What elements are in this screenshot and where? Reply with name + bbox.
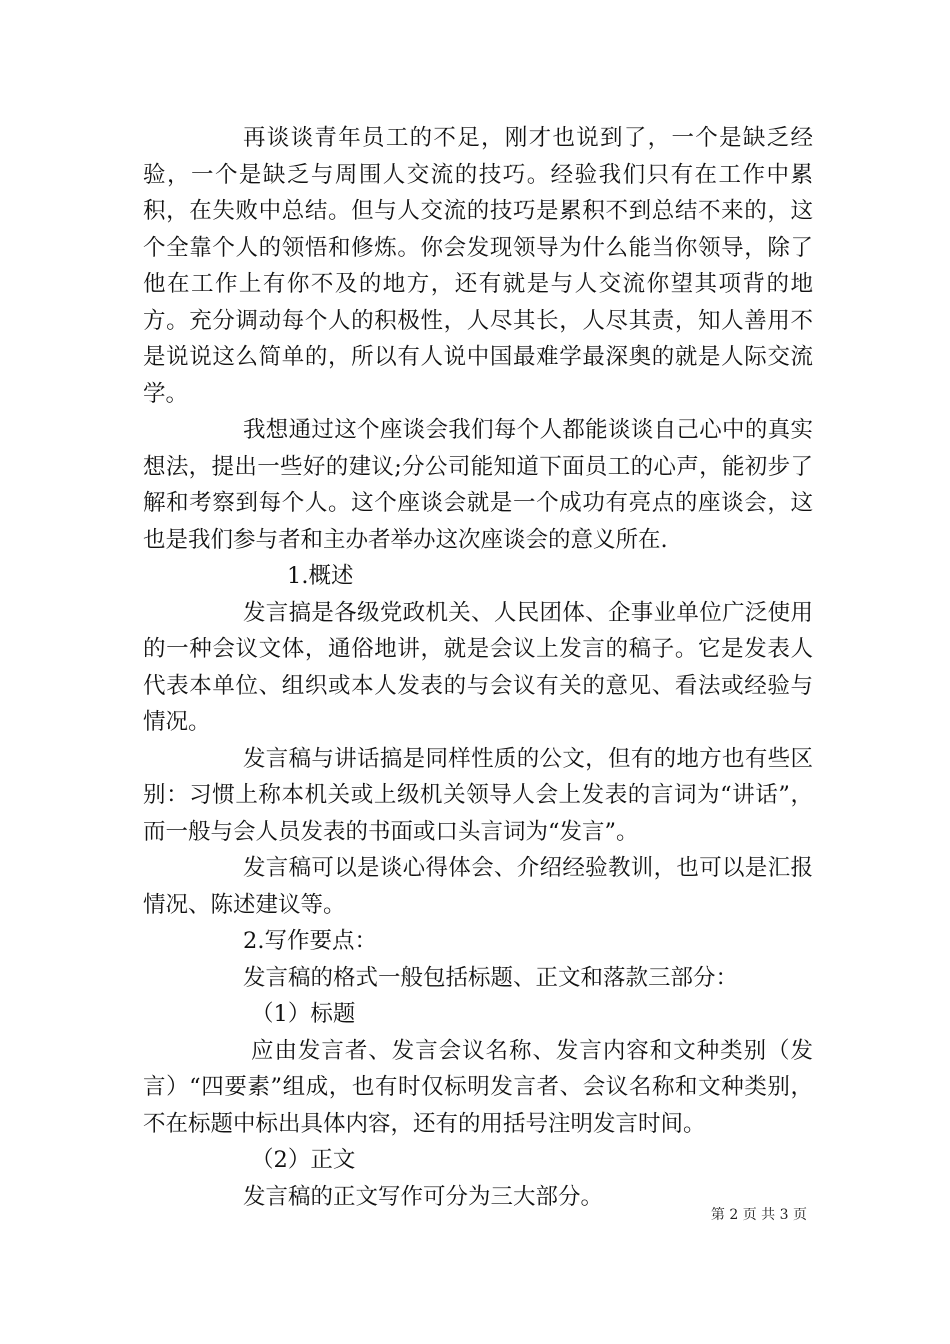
paragraph-title-rules: 应由发言者、发言会议名称、发言内容和文种类别（发言）“四要素”组成，也有时仅标明发言者、会议名称和文种类别，不在标题中标出具体内容，还有的用括号注明发言时间。: [143, 1037, 813, 1137]
paragraph-format-intro: 发言稿的格式一般包括标题、正文和落款三部分：: [243, 964, 739, 991]
heading-overview: 1.概述: [287, 563, 354, 589]
paragraph-shortcomings: 再谈谈青年员工的不足，刚才也说到了，一个是缺乏经验，一个是缺乏与周围人交流的技巧。经验我们只有在工作中累积，在失败中总结。但与人交流的技巧是累积不到总结不来的，这个全靠个人的领悟和修炼。你会发现领导为什么能当你领导，除了他在工作上有你不及的地方，还有就是与人交流你望其项背的地方。充分调动每个人的积极性，人尽其长，人尽其责，知人善用不是说说这么简单的，所以有人说中国最难学最深奥的就是人际交流学。: [143, 125, 813, 407]
heading-body: （2）正文: [251, 1147, 356, 1173]
paragraph-difference: 发言稿与讲话搞是同样性质的公文，但有的地方也有些区别：习惯上称本机关或上级机关领导人会上发表的言词为“讲话”，而一般与会人员发表的书面或口头言词为“发言”。: [143, 745, 813, 845]
paragraph-body-parts: 发言稿的正文写作可分为三大部分。: [243, 1183, 604, 1210]
document-body: [143, 120, 813, 1215]
paragraph-definition: 发言搞是各级党政机关、人民团体、企事业单位广泛使用的一种会议文体，通俗地讲，就是会议上发言的稿子。它是发表人代表本单位、组织或本人发表的与会议有关的意见、看法或经验与情况。: [143, 599, 813, 735]
paragraph-meeting-purpose: 我想通过这个座谈会我们每个人都能谈谈自己心中的真实想法，提出一些好的建议;分公司能知道下面员工的心声，能初步了解和考察到每个人。这个座谈会就是一个成功有亮点的座谈会，这也是我们参与者和主办者举办这次座谈会的意义所在.: [143, 417, 813, 553]
heading-writing-points: 2.写作要点：: [243, 928, 377, 954]
page-number-footer: 第 2 页 共 3 页: [710, 1207, 807, 1223]
paragraph-content-types: 发言稿可以是谈心得体会、介绍经验教训，也可以是汇报情况、陈述建议等。: [143, 855, 813, 918]
heading-title: （1）标题: [251, 1001, 356, 1027]
